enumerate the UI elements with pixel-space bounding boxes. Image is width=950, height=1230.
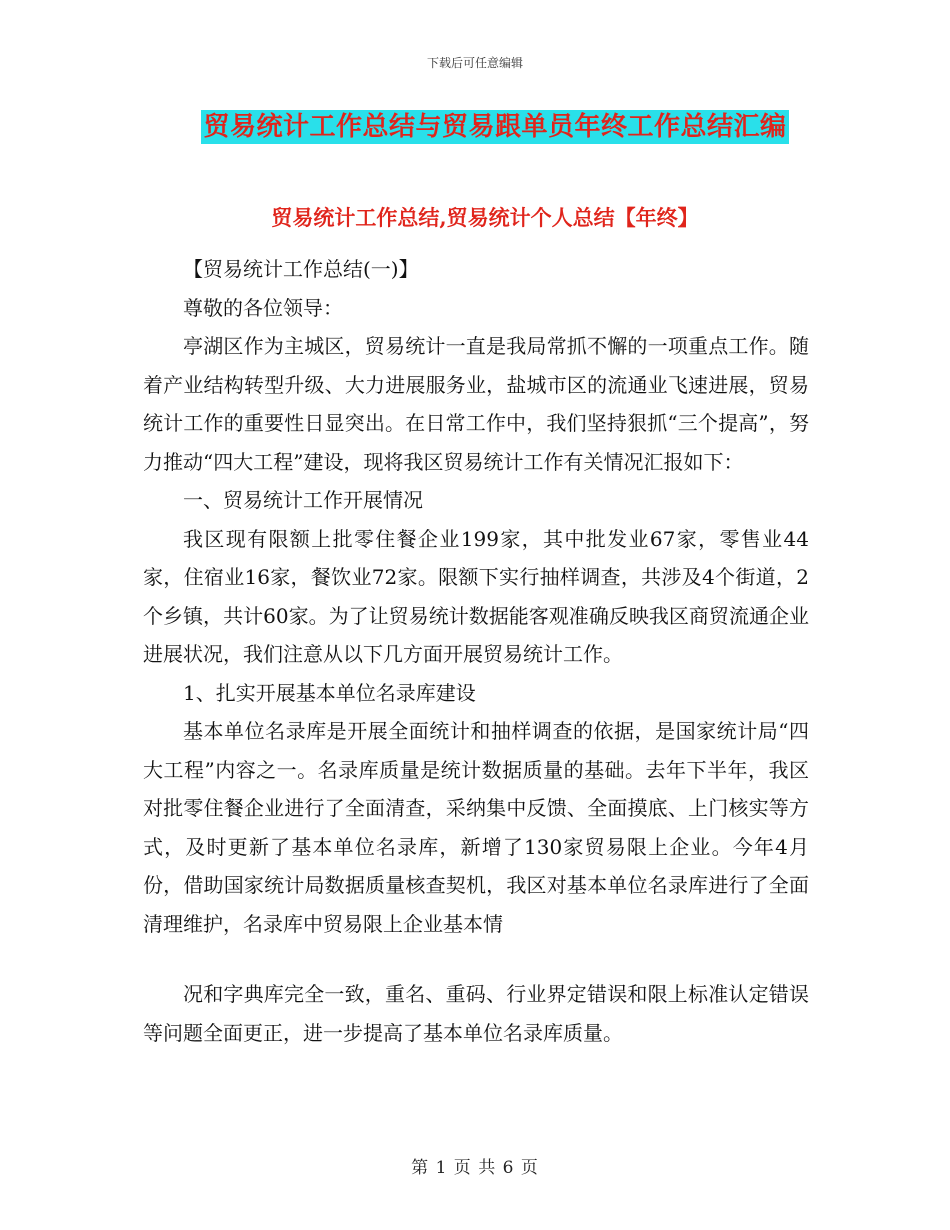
paragraph: 基本单位名录库是开展全面统计和抽样调查的依据，是国家统计局“四大工程”内容之一。名录库质量是统计数据质量的基础。去年下半年，我区对批零住餐企业进行了全面清查，采纳集中反馈、全面摸底、上门核实等方式，及时更新了基本单位名录库，新增了130家贸易限上企业。今年4月份，借助国家统计局数据质量核查契机，我区对基本单位名录库进行了全面清理维护，名录库中贸易限上企业基本情 <box>143 719 809 936</box>
salutation: 尊敬的各位领导： <box>183 295 343 320</box>
page-footer: 第 1 页 共 6 页 <box>411 1158 539 1178</box>
section-heading: 一、贸易统计工作开展情况 <box>183 488 423 512</box>
section-heading: 【贸易统计工作总结(一)】 <box>183 257 419 281</box>
paragraph: 况和字典库完全一致，重名、重码、行业界定错误和限上标准认定错误等问题全面更正，进一步提高了基本单位名录库质量。 <box>143 982 809 1045</box>
paragraph: 我区现有限额上批零住餐企业199家，其中批发业67家，零售业44家，住宿业16家，餐饮业72家。限额下实行抽样调查，共涉及4个街道，2个乡镇，共计60家。为了让贸易统计数据能客观准确反映我区商贸流通企业进展状况，我们注意从以下几方面开展贸易统计工作。 <box>143 526 809 666</box>
header-note: 下载后可任意编辑 <box>426 56 523 70</box>
sub-title: 贸易统计工作总结,贸易统计个人总结【年终】 <box>271 205 699 230</box>
document-body <box>143 250 809 1052</box>
section-heading: 1、扎实开展基本单位名录库建设 <box>183 680 476 705</box>
main-title: 贸易统计工作总结与贸易跟单员年终工作总结汇编 <box>203 112 787 142</box>
paragraph: 亭湖区作为主城区，贸易统计一直是我局常抓不懈的一项重点工作。随着产业结构转型升级、大力进展服务业，盐城市区的流通业飞速进展，贸易统计工作的重要性日显突出。在日常工作中，我们坚持狠抓“三个提高”，努力推动“四大工程”建设，现将我区贸易统计工作有关情况汇报如下： <box>143 334 809 474</box>
main-title-container <box>0 110 950 144</box>
